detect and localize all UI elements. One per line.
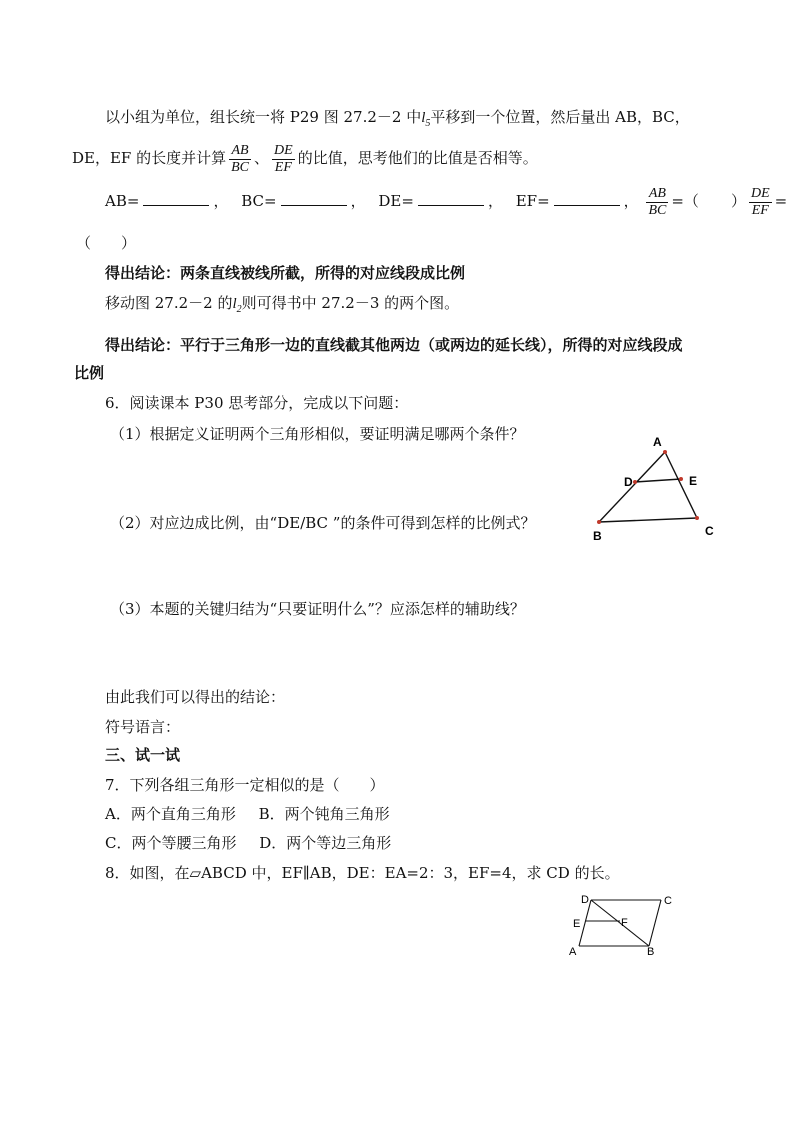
question-6-title: 6．阅读课本 P30 思考部分，完成以下问题： [105, 394, 409, 412]
question-7-title: 7．下列各组三角形一定相似的是（ ） [105, 776, 385, 794]
symbolic-language: 符号语言： [105, 718, 181, 736]
move-line [105, 292, 459, 315]
comma: ， [487, 192, 503, 210]
l5-symbol: $l_5$ [421, 110, 431, 129]
paren-close: ） [730, 192, 746, 210]
label-c: C [664, 895, 672, 907]
de-blank[interactable] [418, 193, 484, 206]
comma: ， [623, 192, 639, 210]
question-8 [105, 862, 620, 883]
label-a: A [653, 435, 662, 449]
fraction-de-ef: $\frac{DE}{EF}$ [274, 142, 293, 175]
segment-ad [579, 900, 591, 946]
derive-conclusion: 由此我们可以得出的结论： [105, 688, 286, 706]
label-c: C [705, 524, 714, 538]
conclusion-2-line-1: 得出结论：平行于三角形一边的直线截其他两边（或两边的延长线），所得的对应线段成 [105, 336, 683, 354]
label-f: F [621, 917, 628, 929]
comma: ， [213, 192, 229, 210]
intro-text-1: 以小组为单位，组长统一将 P29 图 27.2－2 中 [105, 108, 422, 126]
intro-text-2-end: 的比值，思考他们的比值是否相等。 [297, 149, 538, 167]
fraction-de-ef-answer: $\frac{DE}{EF}$ [750, 185, 770, 218]
segment-cb [649, 900, 661, 946]
point-e [679, 477, 683, 481]
move-text: 移动图 27.2－2 的 [105, 294, 233, 312]
label-d: D [581, 894, 589, 906]
label-e: E [573, 918, 581, 930]
de-label: DE= [378, 192, 414, 210]
ef-blank[interactable] [554, 193, 620, 206]
question-6-sub-2: （2）对应边成比例，由“DE/BC ”的条件可得到怎样的比例式？ [110, 514, 536, 532]
parallelogram-icon: ▱ [189, 864, 202, 882]
question-7-options-ab [105, 803, 390, 824]
point-c [695, 516, 699, 520]
section-3-heading: 三、试一试 [105, 746, 181, 764]
parallelogram-lines [579, 900, 661, 946]
equals: = [774, 192, 788, 210]
option-c[interactable]: C．两个等腰三角形 [105, 834, 237, 852]
point-a [663, 450, 667, 454]
fraction-ab-bc-answer: $\frac{AB}{BC}$ [648, 185, 667, 218]
segment-bc [599, 518, 697, 522]
label-e: E [689, 474, 698, 488]
fraction-ab-bc: $\frac{AB}{BC}$ [231, 142, 249, 175]
label-b: B [593, 529, 602, 543]
move-text-end: 则可得书中 27.2－3 的两个图。 [241, 294, 460, 312]
ab-label: AB= [105, 192, 140, 210]
intro-line-2 [72, 138, 538, 178]
equals-paren-open: =（ [671, 192, 699, 210]
parallelogram-figure [565, 890, 675, 960]
separator: 、 [254, 149, 270, 167]
question-8-start: 8．如图，在 [105, 864, 190, 882]
point-d [633, 480, 637, 484]
question-8-end: ABCD 中，EF∥AB，DE：EA=2：3，EF=4，求 CD 的长。 [201, 864, 620, 882]
conclusion-1: 得出结论：两条直线被线所截，所得的对应线段成比例 [105, 264, 466, 282]
measurement-line [105, 180, 787, 222]
bc-blank[interactable] [281, 193, 347, 206]
label-a: A [569, 946, 577, 958]
triangle-lines [599, 452, 697, 522]
ab-blank[interactable] [143, 193, 209, 206]
ef-label: EF= [515, 192, 550, 210]
question-7-options-cd [105, 832, 391, 853]
option-d[interactable]: D．两个等边三角形 [259, 834, 392, 852]
question-6-sub-1: （1）根据定义证明两个三角形相似，要证明满足哪两个条件？ [110, 425, 525, 443]
label-b: B [647, 946, 655, 958]
triangle-figure [585, 432, 725, 544]
segment-db [591, 900, 649, 946]
intro-line-1 [105, 106, 690, 129]
intro-text-2: DE，EF 的长度并计算 [72, 149, 227, 167]
l2-symbol: $l_2$ [232, 296, 242, 315]
segment-de [635, 479, 681, 482]
bc-label: BC= [241, 192, 277, 210]
intro-text-1-end: 平移到一个位置，然后量出 AB，BC， [430, 108, 690, 126]
point-b [597, 520, 601, 524]
comma: ， [350, 192, 366, 210]
label-d: D [624, 475, 633, 489]
question-6-sub-3: （3）本题的关键归结为“只要证明什么”？应添怎样的辅助线？ [110, 600, 525, 618]
option-a[interactable]: A．两个直角三角形 [105, 805, 236, 823]
option-b[interactable]: B．两个钝角三角形 [258, 805, 390, 823]
answer-paren: （ ） [76, 234, 137, 252]
conclusion-2-line-2: 比例 [74, 364, 105, 382]
